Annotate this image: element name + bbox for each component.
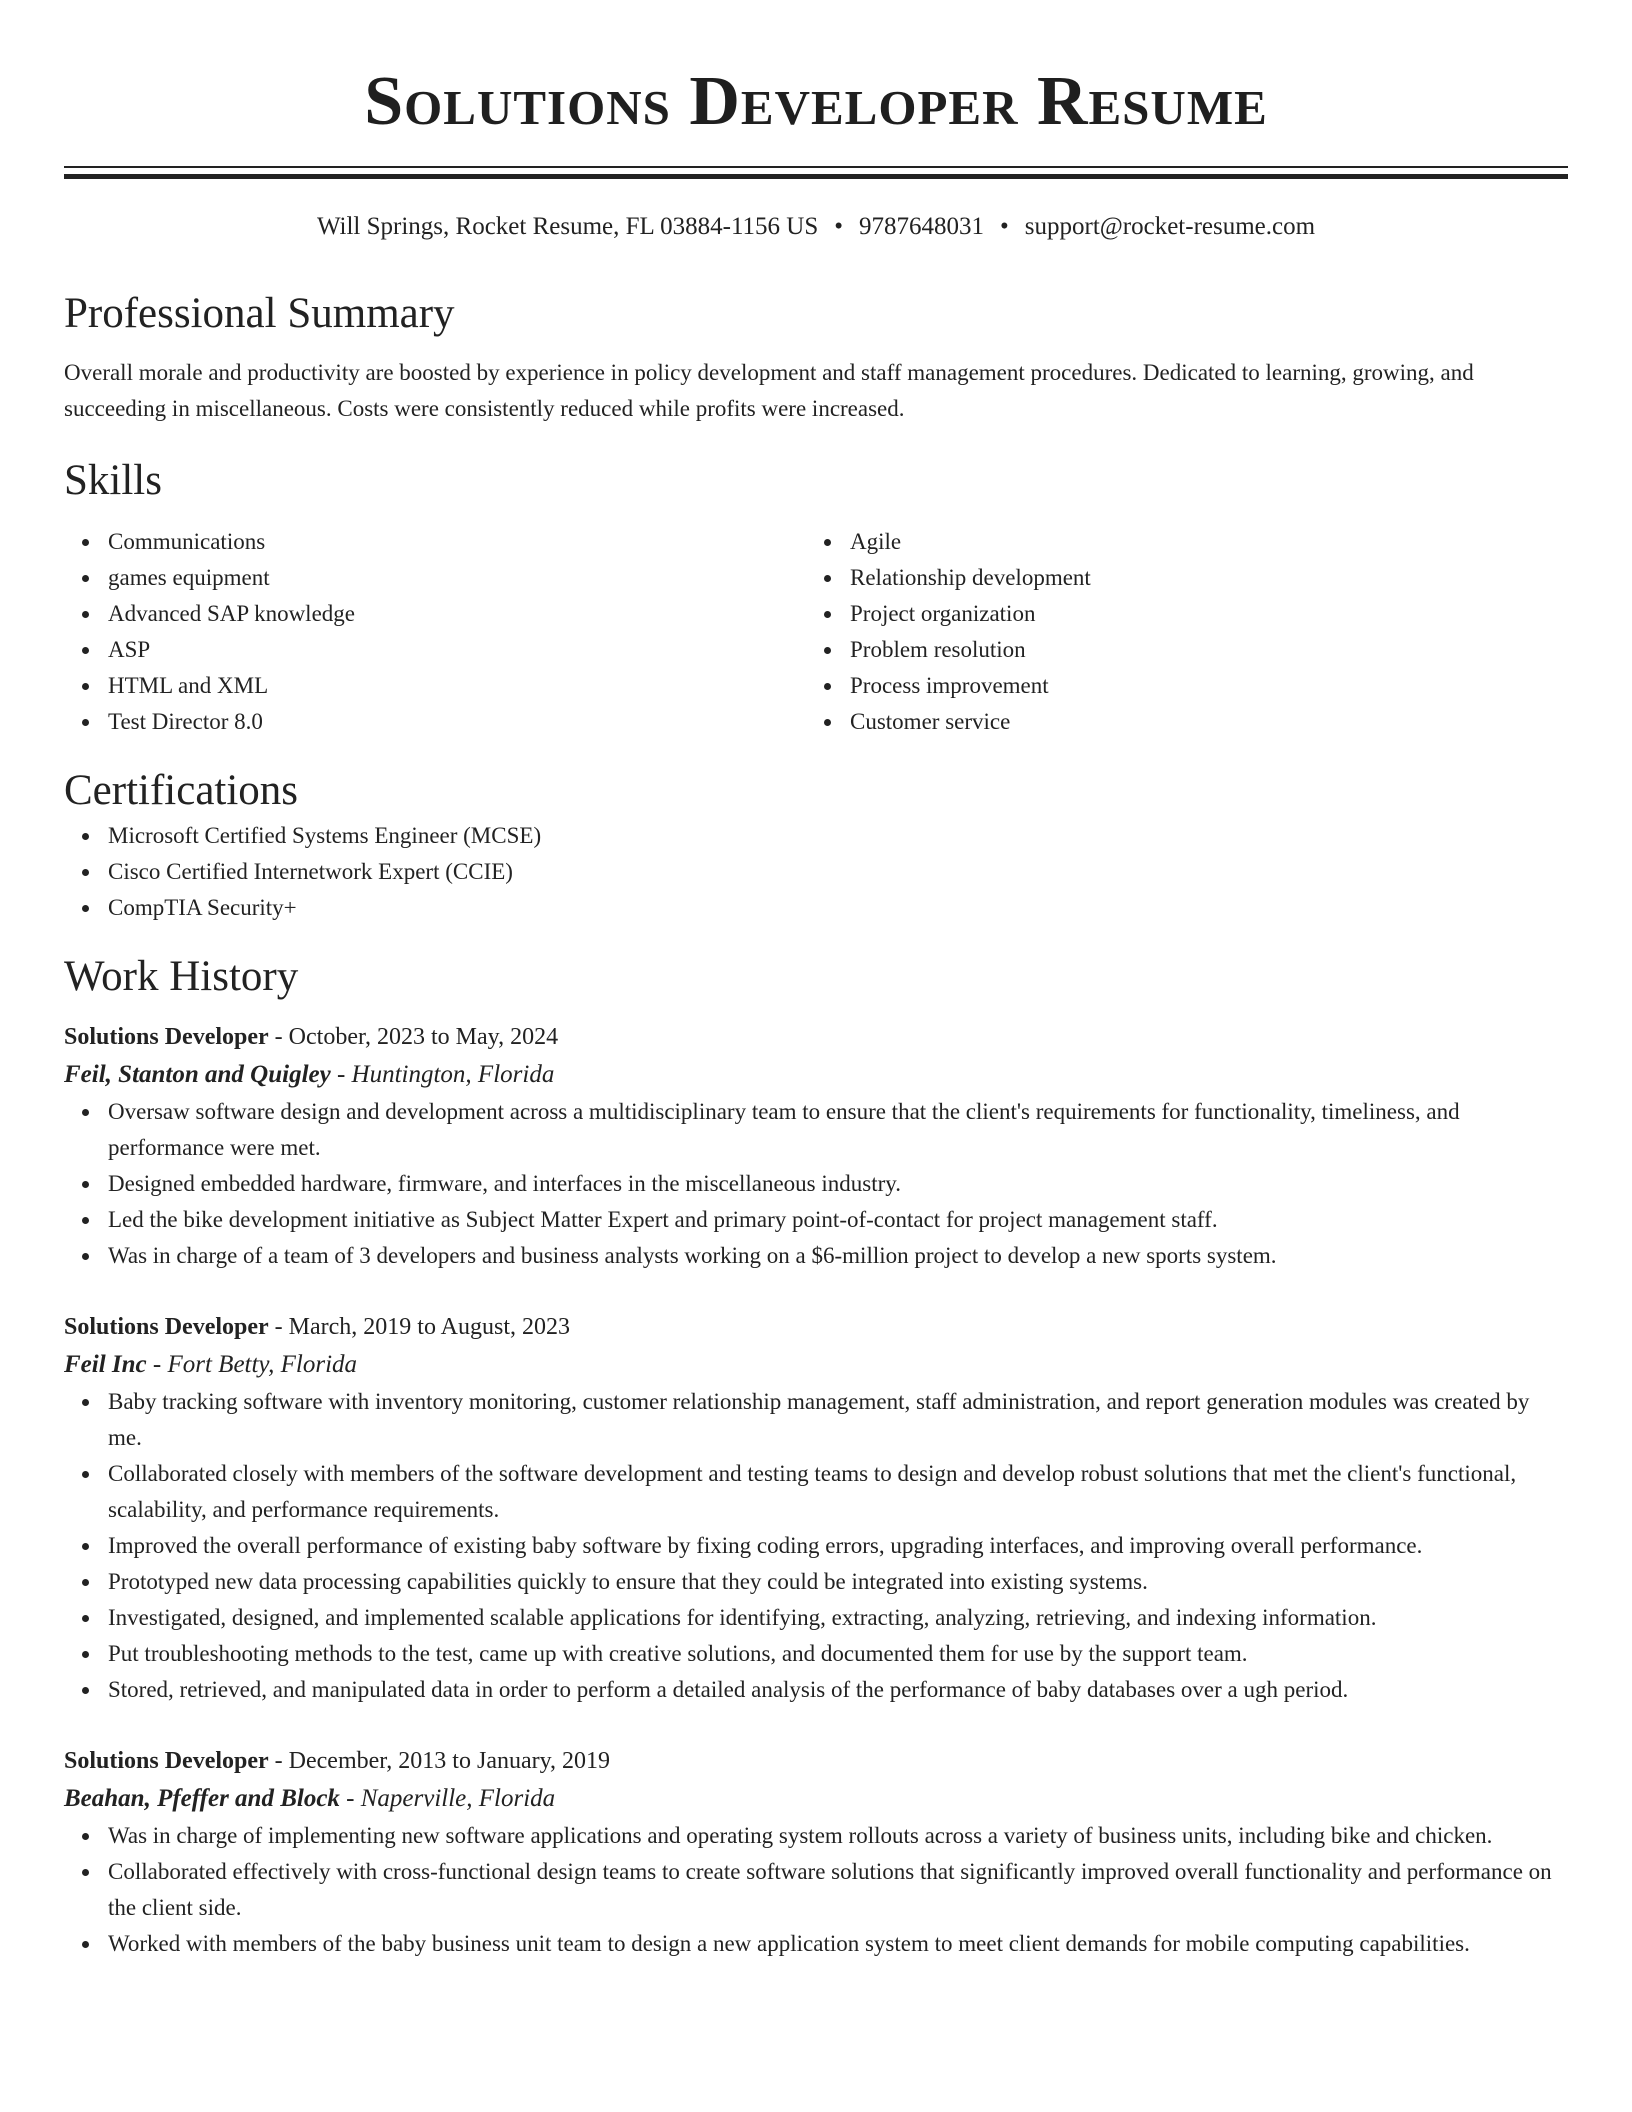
skill-item: HTML and XML <box>108 668 806 704</box>
job-title: Solutions Developer <box>64 1024 269 1050</box>
skills-column-right <box>806 524 1548 740</box>
skill-item: Test Director 8.0 <box>108 704 806 740</box>
job-duty: Was in charge of implementing new software applications and operating system rollouts across a variety of business units, including bike and chicken. <box>108 1818 1568 1854</box>
job-entry <box>64 1308 1568 1708</box>
summary-heading: Professional Summary <box>64 290 455 337</box>
certification-item: Microsoft Certified Systems Engineer (MCSE) <box>108 818 1568 854</box>
resume-title: Solutions Developer Resume <box>364 63 1268 140</box>
contact-line <box>64 211 1568 243</box>
certification-item: CompTIA Security+ <box>108 890 1568 926</box>
certifications-list <box>64 818 1568 926</box>
work-history-heading: Work History <box>64 953 299 1000</box>
job-duty: Improved the overall performance of existing baby software by fixing coding errors, upgrading interfaces, and improving overall performance. <box>108 1528 1568 1564</box>
job-duty: Put troubleshooting methods to the test, came up with creative solutions, and documented them for use by the support team. <box>108 1636 1568 1672</box>
job-duties-list <box>64 1384 1568 1708</box>
job-dates: - March, 2019 to August, 2023 <box>268 1314 570 1340</box>
job-duty: Led the bike development initiative as Subject Matter Expert and primary point-of-contact for project management staff. <box>108 1202 1568 1238</box>
job-duty: Collaborated closely with members of the software development and testing teams to design and develop robust solutions that met the client's functional, scalability, and performance requirements. <box>108 1456 1568 1528</box>
job-employer <box>64 1780 1568 1818</box>
skills-columns <box>64 524 1568 740</box>
job-company: Feil Inc <box>64 1351 147 1378</box>
contact-phone: 9787648031 <box>859 213 984 240</box>
job-header <box>64 1742 1568 1780</box>
job-location: - Huntington, Florida <box>330 1061 555 1088</box>
skills-list-left <box>64 524 806 740</box>
job-duty: Prototyped new data processing capabilities quickly to ensure that they could be integrated into existing systems. <box>108 1564 1568 1600</box>
job-duty: Collaborated effectively with cross-functional design teams to create software solutions that significantly improved overall functionality and performance on the client side. <box>108 1854 1568 1926</box>
skill-item: Project organization <box>850 596 1548 632</box>
summary-text: Overall morale and productivity are boosted by experience in policy development and staff management procedures. Dedicated to learning, growing, and succeeding in miscellaneous. Costs were consistently reduced while profits were increased. <box>64 360 1474 421</box>
skill-item: Problem resolution <box>850 632 1548 668</box>
job-duty: Oversaw software design and development across a multidisciplinary team to ensure that the client's requirements for functionality, timeliness, and performance were met. <box>108 1094 1568 1166</box>
job-title: Solutions Developer <box>64 1748 269 1774</box>
job-duties-list <box>64 1818 1568 1962</box>
skills-list-right <box>806 524 1548 740</box>
job-dates: - December, 2013 to January, 2019 <box>268 1748 611 1774</box>
skill-item: Customer service <box>850 704 1548 740</box>
contact-email: support@rocket-resume.com <box>1024 213 1316 240</box>
job-duties-list <box>64 1094 1568 1274</box>
job-duty: Investigated, designed, and implemented scalable applications for identifying, extracting, analyzing, retrieving, and indexing information. <box>108 1600 1568 1636</box>
job-location: - Fort Betty, Florida <box>146 1351 358 1378</box>
job-location: - Naperville, Florida <box>339 1785 556 1812</box>
contact-address: Will Springs, Rocket Resume, FL 03884-1156 US <box>316 213 819 240</box>
job-dates: - October, 2023 to May, 2024 <box>268 1024 559 1050</box>
certifications-heading: Certifications <box>64 767 299 814</box>
job-entry <box>64 1018 1568 1274</box>
job-entry <box>64 1742 1568 1962</box>
skill-item: Communications <box>108 524 806 560</box>
skills-column-left <box>64 524 806 740</box>
job-duty: Stored, retrieved, and manipulated data in order to perform a detailed analysis of the performance of baby databases over a ugh period. <box>108 1672 1568 1708</box>
contact-separator: • <box>834 213 843 240</box>
skill-item: ASP <box>108 632 806 668</box>
skills-heading: Skills <box>64 457 162 504</box>
skill-item: Relationship development <box>850 560 1548 596</box>
job-employer <box>64 1056 1568 1094</box>
job-company: Beahan, Pfeffer and Block <box>64 1785 340 1812</box>
job-duty: Was in charge of a team of 3 developers and business analysts working on a $6-million project to develop a new sports system. <box>108 1238 1568 1274</box>
job-duty: Worked with members of the baby business unit team to design a new application system to meet client demands for mobile computing capabilities. <box>108 1926 1568 1962</box>
job-employer <box>64 1346 1568 1384</box>
title-divider-thin <box>64 166 1568 168</box>
contact-separator: • <box>1000 213 1009 240</box>
skill-item: Advanced SAP knowledge <box>108 596 806 632</box>
skill-item: Agile <box>850 524 1548 560</box>
job-title: Solutions Developer <box>64 1314 269 1340</box>
skill-item: games equipment <box>108 560 806 596</box>
title-divider-thick <box>64 174 1568 179</box>
certification-item: Cisco Certified Internetwork Expert (CCIE) <box>108 854 1568 890</box>
job-duty: Baby tracking software with inventory monitoring, customer relationship management, staff administration, and report generation modules was created by me. <box>108 1384 1568 1456</box>
skill-item: Process improvement <box>850 668 1548 704</box>
job-duty: Designed embedded hardware, firmware, and interfaces in the miscellaneous industry. <box>108 1166 1568 1202</box>
job-header <box>64 1308 1568 1346</box>
job-header <box>64 1018 1568 1056</box>
job-company: Feil, Stanton and Quigley <box>64 1061 331 1088</box>
